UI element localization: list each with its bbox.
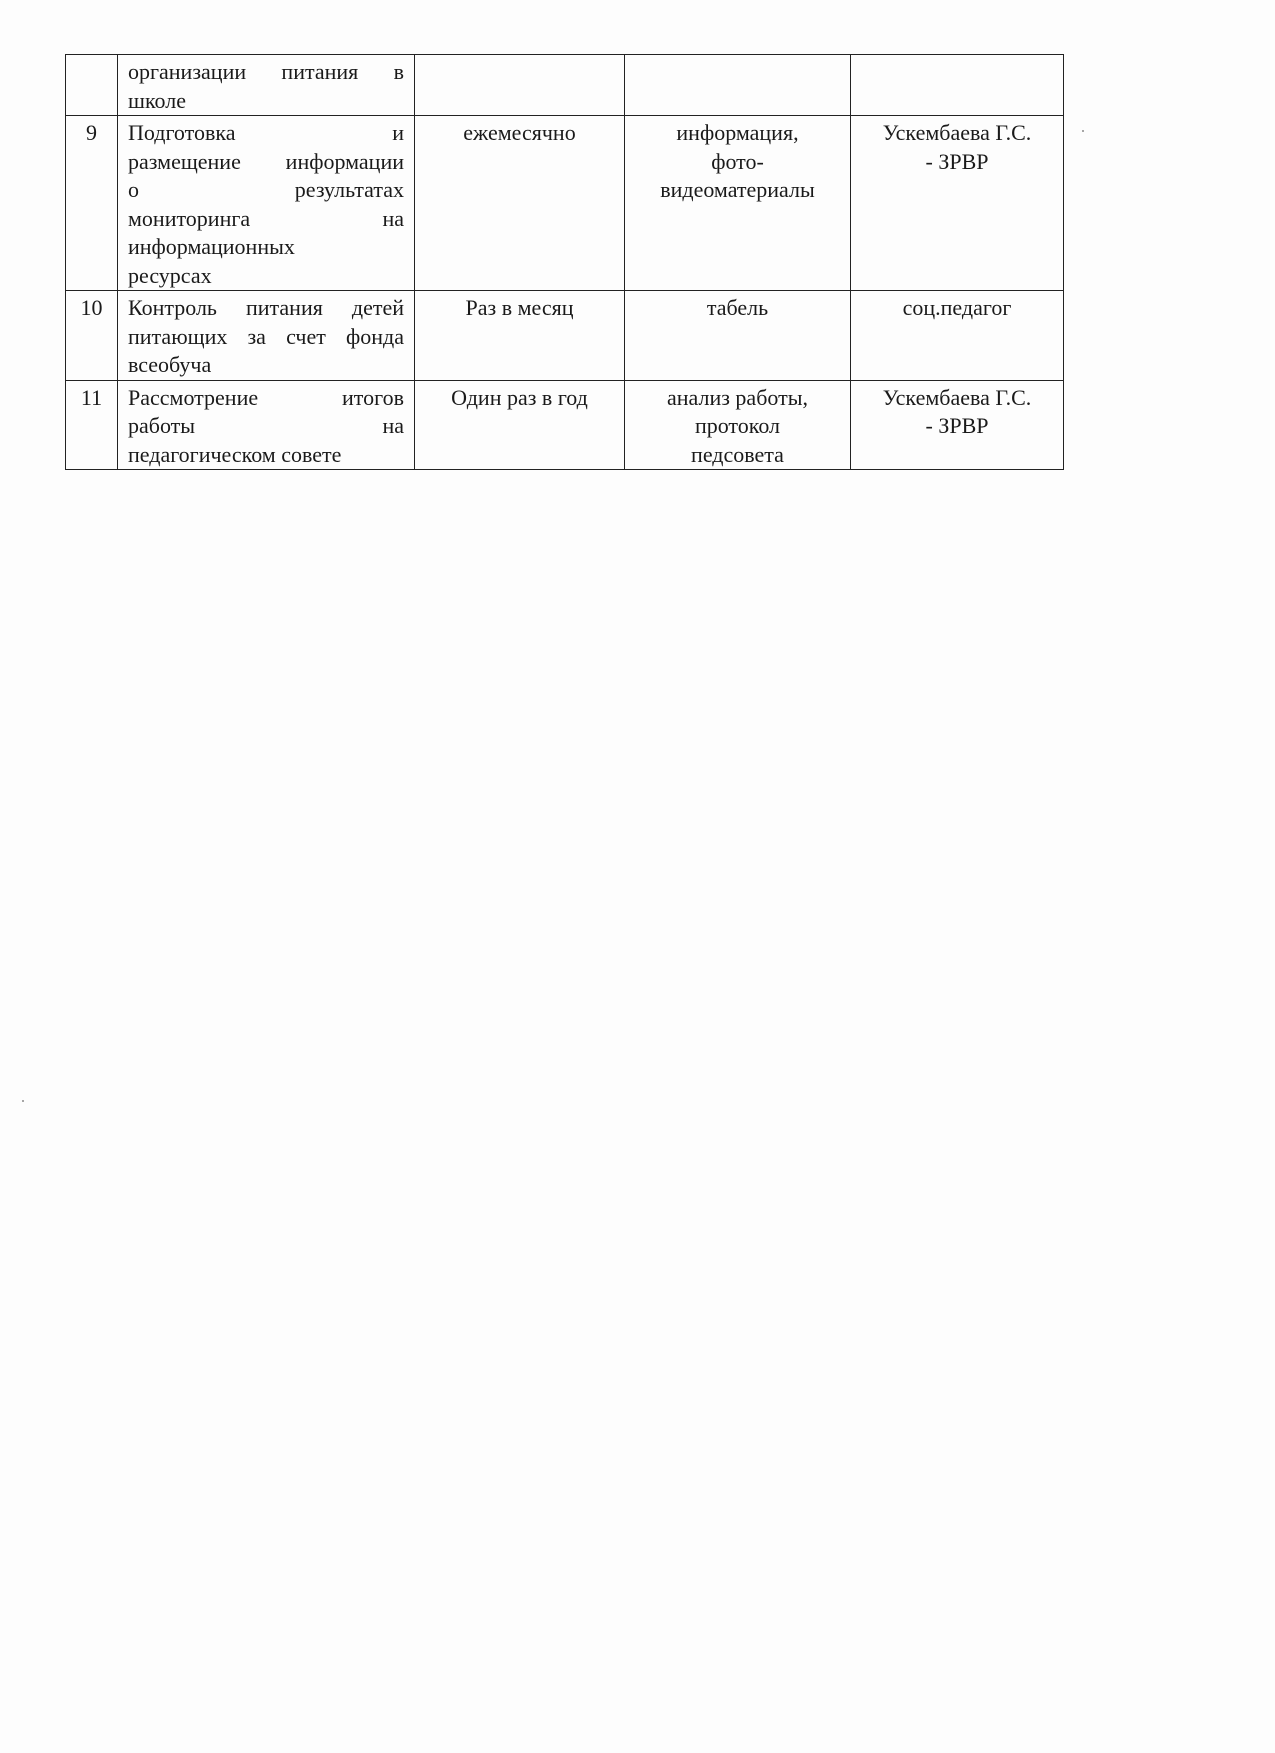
scan-speck [1082, 130, 1084, 132]
table-row [66, 116, 1064, 291]
activity-line: питающих за счет фонда [128, 323, 404, 349]
responsible-line: Ускембаева Г.С. [882, 384, 1032, 410]
activity-line: всеобуча [128, 352, 212, 377]
activity-line: о результатах [128, 177, 404, 202]
activity-line: Подготовка и [128, 120, 404, 145]
form-line: видеоматериалы [660, 177, 815, 202]
activity-cell [118, 380, 415, 470]
responsible-line: Ускембаева Г.С. [882, 120, 1032, 145]
scan-speck [22, 1100, 24, 1102]
activity-cell [118, 55, 415, 116]
form-line: фото- [711, 148, 764, 174]
activity-line: педагогическом совете [128, 441, 342, 467]
activity-line: работы на [128, 413, 404, 438]
row-number: 11 [66, 380, 118, 470]
activity-line: размещение информации [128, 148, 404, 174]
activity-line: школе [128, 87, 186, 113]
responsible-line: соц.педагог [902, 295, 1012, 320]
form-line: информация, [676, 120, 799, 145]
table-row [66, 55, 1064, 116]
form-line: педсовета [691, 441, 784, 467]
activity-cell [118, 116, 415, 291]
term-cell: Раз в месяц [415, 291, 625, 381]
activity-line: Рассмотрение итогов [128, 384, 404, 410]
term-cell: Один раз в год [415, 380, 625, 470]
form-line: анализ работы, [666, 384, 808, 410]
activity-line: мониторинга на [128, 205, 404, 231]
table-row [66, 380, 1064, 470]
row-number: 9 [66, 116, 118, 291]
activity-line: информационных [128, 234, 295, 259]
activity-cell [118, 291, 415, 381]
responsible-cell [851, 291, 1064, 381]
table-row [66, 291, 1064, 381]
responsible-cell [851, 380, 1064, 470]
row-number [66, 55, 118, 116]
responsible-cell [851, 116, 1064, 291]
activity-line: Контроль питания детей [128, 295, 404, 320]
activity-plan-table [65, 54, 1064, 470]
form-line: табель [706, 295, 769, 320]
activity-line: организации питания в [128, 59, 404, 84]
form-cell [625, 291, 851, 381]
responsible-cell [851, 55, 1064, 116]
form-line: протокол [694, 413, 781, 438]
row-number: 10 [66, 291, 118, 381]
responsible-line: - ЗРВР [925, 413, 989, 438]
term-cell: ежемесячно [415, 116, 625, 291]
activity-line: ресурсах [128, 262, 212, 288]
form-cell [625, 380, 851, 470]
term-cell [415, 55, 625, 116]
form-cell [625, 55, 851, 116]
responsible-line: - ЗРВР [925, 148, 989, 174]
form-cell [625, 116, 851, 291]
